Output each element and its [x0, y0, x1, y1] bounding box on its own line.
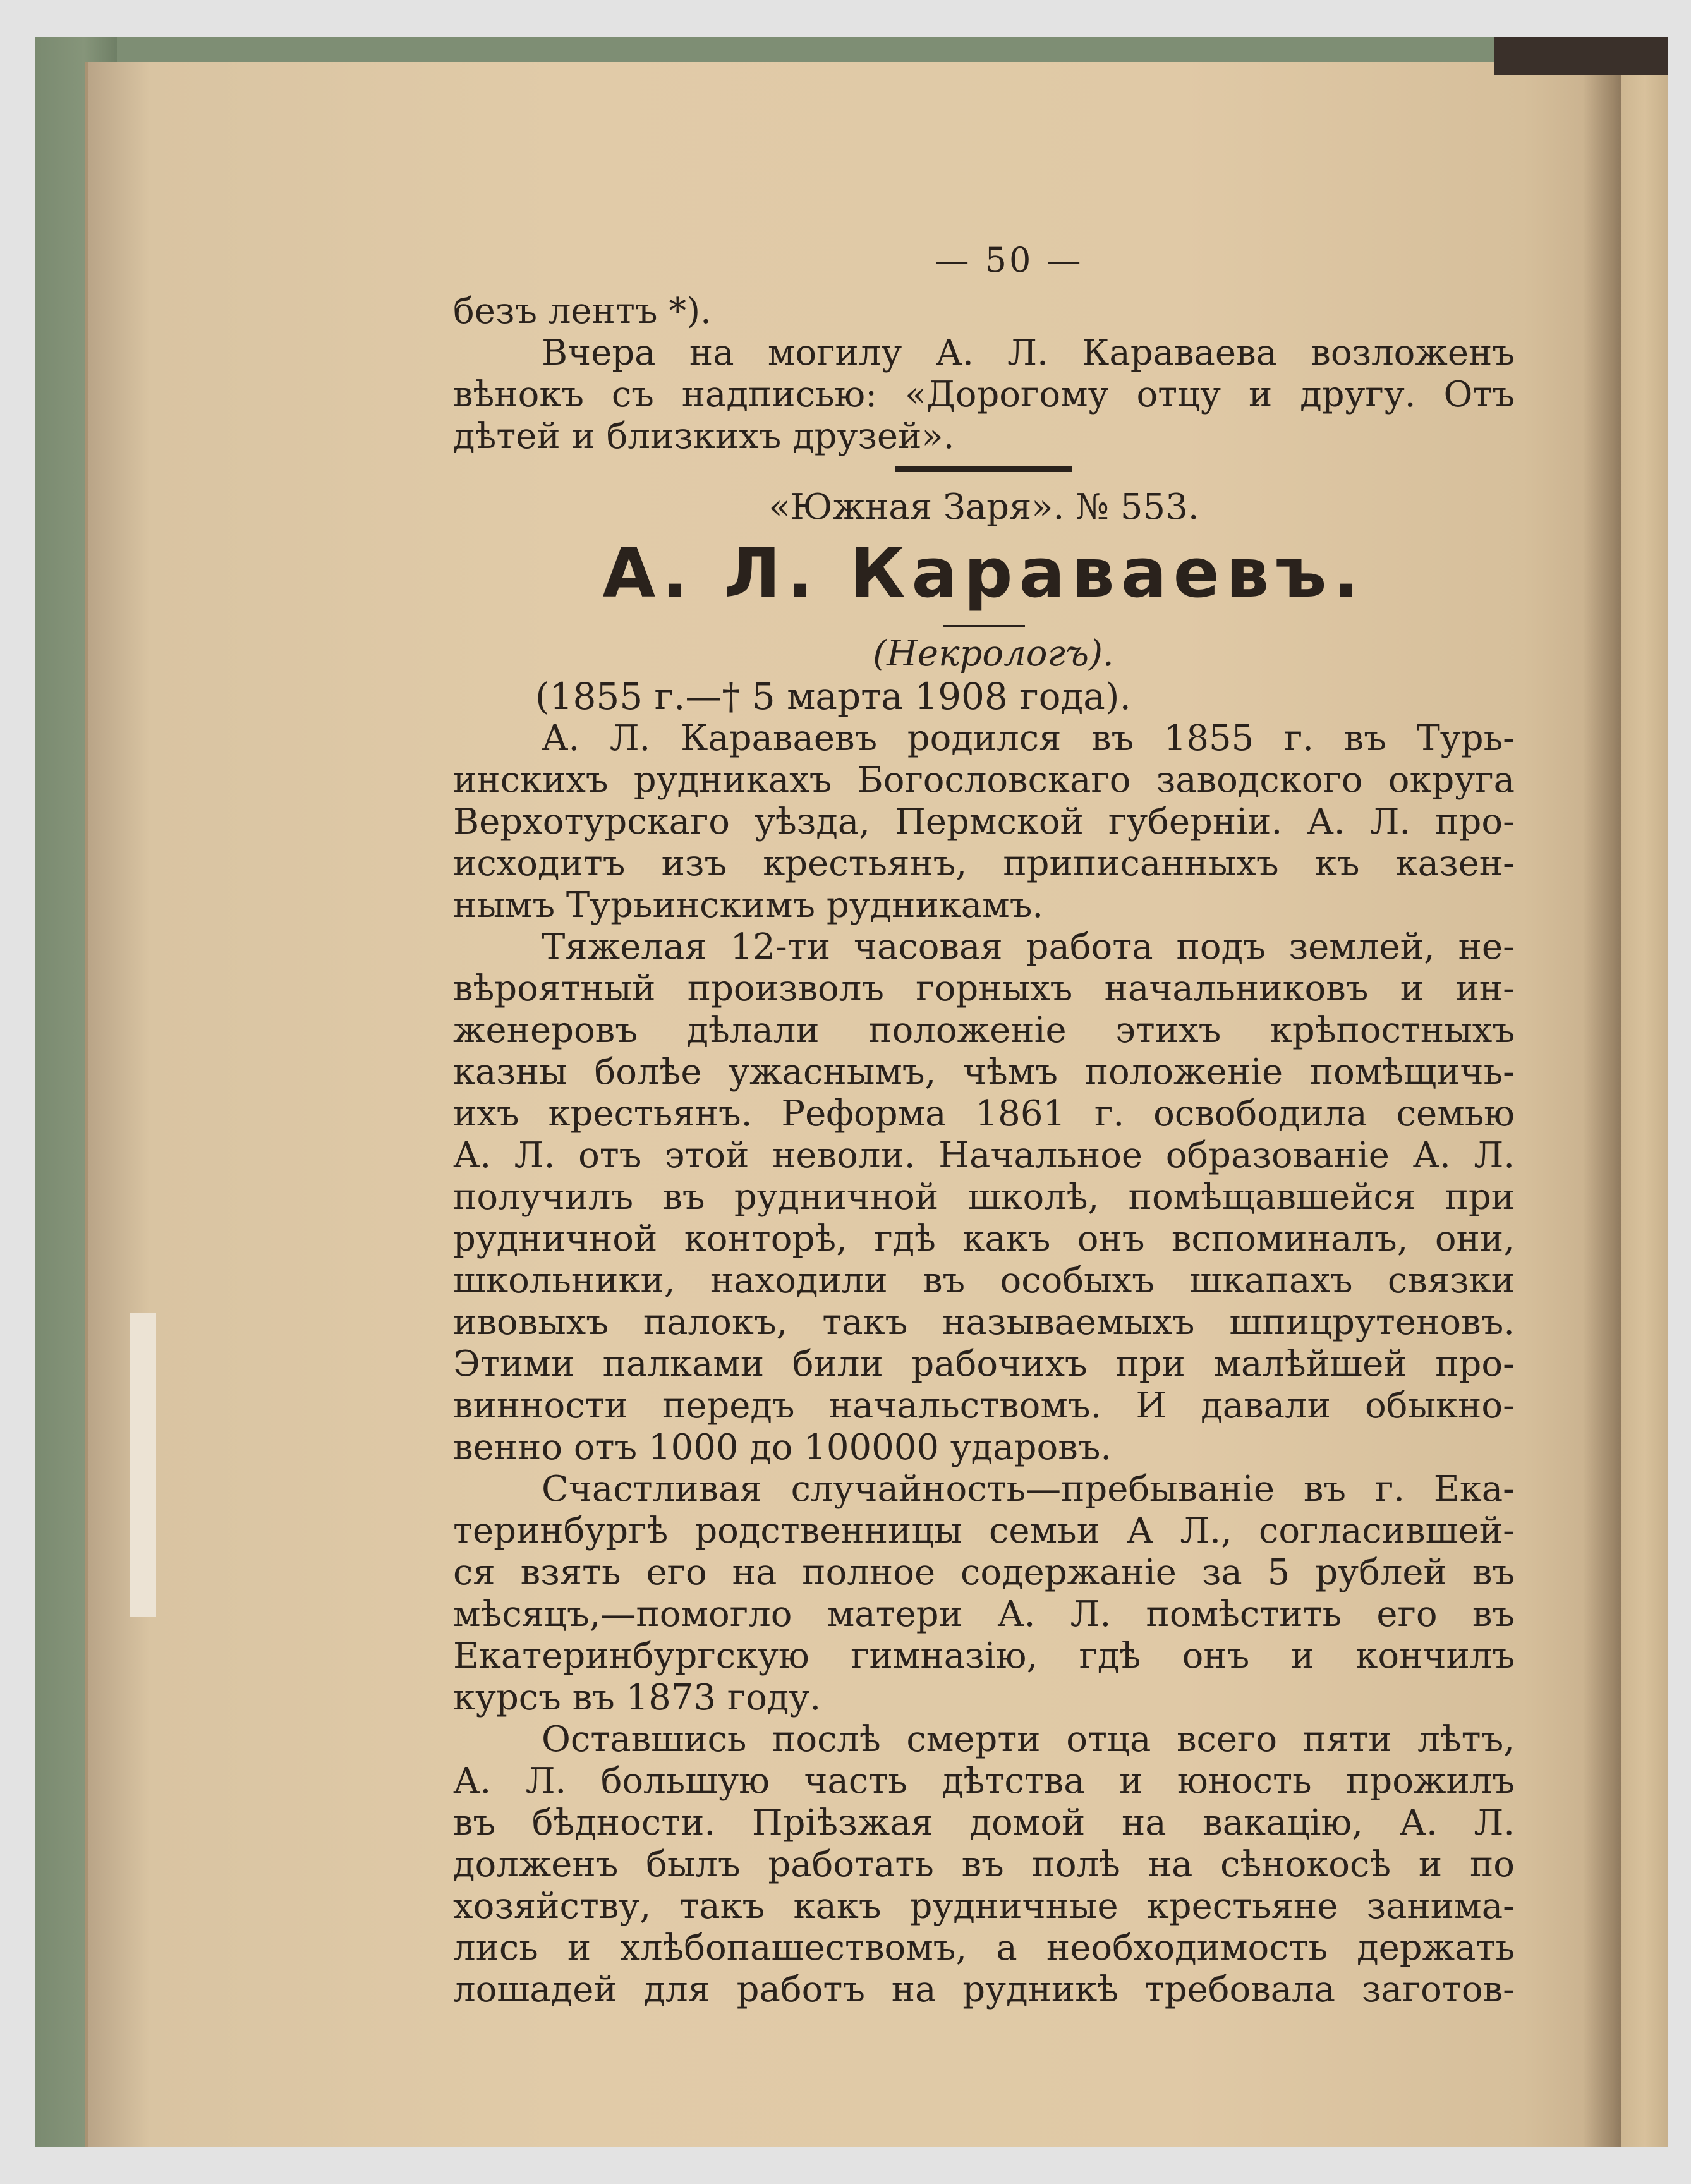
- text-line: получилъ въ рудничной школѣ, помѣщавшейся при: [453, 1177, 1515, 1218]
- text-line: вѣроятный произволъ горныхъ начальниковъ и ин-: [453, 968, 1515, 1009]
- page-text: [453, 240, 1515, 2011]
- text-line: въ бѣдности. Пріѣзжая домой на вакацію, А. Л.: [453, 1802, 1515, 1843]
- page-number: — 50 —: [935, 240, 1084, 280]
- text-line: инскихъ рудникахъ Богословскаго заводского округа: [453, 760, 1515, 801]
- text-line: хозяйству, такъ какъ рудничные крестьяне занима-: [453, 1886, 1515, 1927]
- text-line: Оставшись послѣ смерти отца всего пяти лѣтъ,: [542, 1719, 1515, 1760]
- text-line: лошадей для работъ на рудникѣ требовала заготов-: [453, 1969, 1515, 2010]
- text-line: долженъ былъ работать въ полѣ на сѣнокосѣ и по: [453, 1844, 1515, 1885]
- text-line: винности передъ начальствомъ. И давали обыкно-: [453, 1385, 1515, 1426]
- text-line: Этими палками били рабочихъ при малѣйшей про-: [453, 1344, 1515, 1385]
- text-line: безъ лентъ *).: [453, 291, 712, 332]
- text-line: лись и хлѣбопашествомъ, а необходимость держать: [453, 1927, 1515, 1969]
- text-line: женеровъ дѣлали положеніе этихъ крѣпостныхъ: [453, 1010, 1515, 1051]
- text-line: ся взять его на полное содержаніе за 5 рублей въ: [453, 1552, 1515, 1593]
- text-line: рудничной конторѣ, гдѣ какъ онъ вспоминалъ, они,: [453, 1218, 1515, 1259]
- article-subtitle: (Некрологъ).: [873, 633, 1114, 674]
- text-line: Верхотурскаго уѣзда, Пермской губерніи. А. Л. про-: [453, 801, 1515, 842]
- source-citation: «Южная Заря». № 553.: [768, 487, 1199, 528]
- text-line: Счастливая случайность—пребываніе въ г. Ека-: [542, 1469, 1515, 1510]
- text-line: венно отъ 1000 до 100000 ударовъ.: [453, 1427, 1112, 1468]
- life-dates: (1855 г.—† 5 марта 1908 года).: [535, 675, 1131, 718]
- text-line: ихъ крестьянъ. Реформа 1861 г. освободила семью: [453, 1093, 1515, 1134]
- text-line: А. Л. большую часть дѣтства и юность прожилъ: [453, 1761, 1515, 1802]
- text-line: мѣсяцъ,—помогло матери А. Л. помѣстить его въ: [453, 1594, 1515, 1635]
- paragraph: [453, 718, 1515, 926]
- text-line: А. Л. отъ этой неволи. Начальное образованіе А. Л.: [453, 1135, 1515, 1176]
- text-line: Тяжелая 12-ти часовая работа подъ землей, не-: [542, 926, 1515, 968]
- text-line: школьники, находили въ особыхъ шкапахъ связки: [453, 1260, 1515, 1301]
- text-line: Вчера на могилу А. Л. Караваева возложенъ: [542, 332, 1515, 373]
- paper-strip: [130, 1313, 156, 1617]
- section-divider: [895, 466, 1072, 472]
- text-line: Екатеринбургскую гимназію, гдѣ онъ и кончилъ: [453, 1635, 1515, 1677]
- paragraph: [453, 926, 1515, 1469]
- text-line: нымъ Турьинскимъ рудникамъ.: [453, 885, 1044, 926]
- text-line: теринбургѣ родственницы семьи А Л., согласившей-: [453, 1510, 1515, 1551]
- text-line: ивовыхъ палокъ, такъ называемыхъ шпицрутеновъ.: [453, 1302, 1515, 1343]
- text-line: казны болѣе ужаснымъ, чѣмъ положеніе помѣщичь-: [453, 1052, 1515, 1093]
- next-page-edge: [1621, 37, 1668, 2147]
- title-divider: [943, 625, 1025, 627]
- article-title: А. Л. Караваевъ.: [602, 534, 1366, 613]
- binding-corner: [1494, 37, 1668, 75]
- text-line: исходитъ изъ крестьянъ, приписанныхъ къ казен-: [453, 843, 1515, 884]
- paragraph: [453, 1469, 1515, 1719]
- text-line: А. Л. Караваевъ родился въ 1855 г. въ Турь-: [542, 718, 1515, 759]
- text-line: дѣтей и близкихъ друзей».: [453, 416, 955, 457]
- text-line: курсъ въ 1873 году.: [453, 1677, 821, 1718]
- text-line: вѣнокъ съ надписью: «Дорогому отцу и другу. Отъ: [453, 374, 1515, 415]
- paragraph: [453, 1719, 1515, 2011]
